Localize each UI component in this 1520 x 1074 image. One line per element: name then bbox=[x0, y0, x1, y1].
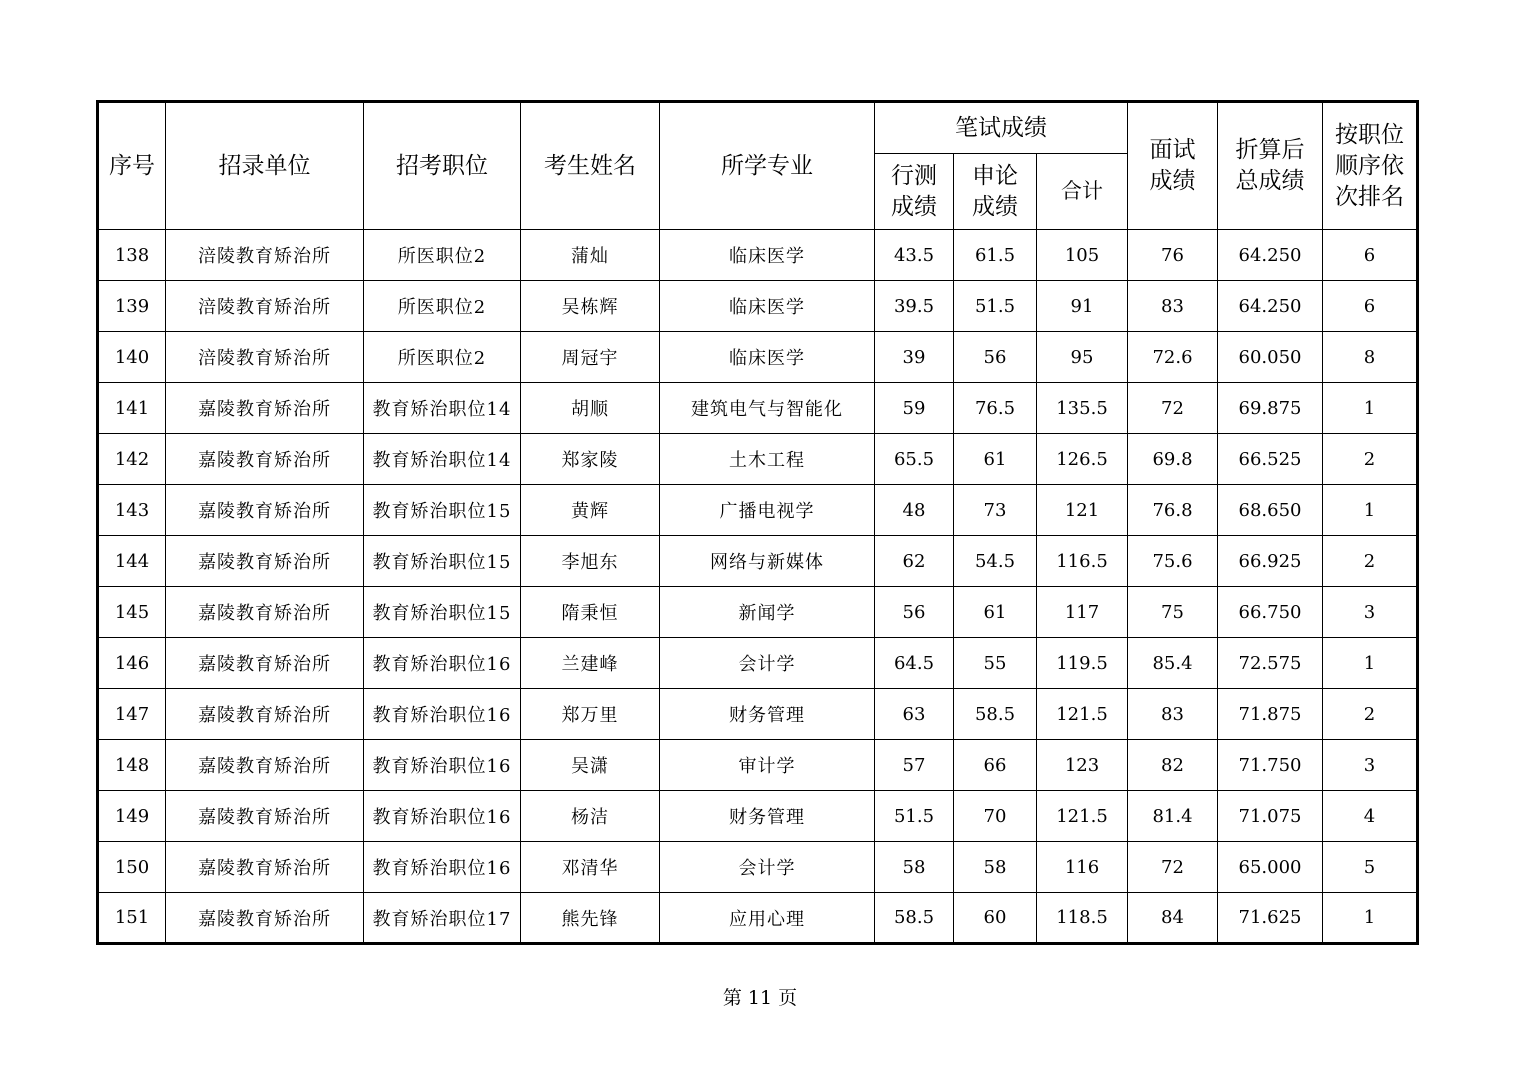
name-cell: 杨洁 bbox=[521, 791, 660, 842]
total-cell: 126.5 bbox=[1037, 434, 1128, 485]
rank-cell: 1 bbox=[1323, 485, 1418, 536]
name-cell: 兰建峰 bbox=[521, 638, 660, 689]
table-row bbox=[98, 638, 1418, 689]
interview-cell: 69.8 bbox=[1128, 434, 1218, 485]
header-position: 招考职位 bbox=[364, 102, 521, 230]
major-cell: 网络与新媒体 bbox=[660, 536, 875, 587]
shenlun-cell: 60 bbox=[954, 893, 1037, 944]
header-xingce-line1: 行测 bbox=[891, 162, 937, 189]
major-cell: 会计学 bbox=[660, 842, 875, 893]
seq-cell: 147 bbox=[98, 689, 166, 740]
table-row bbox=[98, 689, 1418, 740]
xingce-cell: 63 bbox=[875, 689, 954, 740]
shenlun-cell: 54.5 bbox=[954, 536, 1037, 587]
rank-cell: 2 bbox=[1323, 536, 1418, 587]
xingce-cell: 64.5 bbox=[875, 638, 954, 689]
table-row bbox=[98, 434, 1418, 485]
seq-cell: 141 bbox=[98, 383, 166, 434]
table-row bbox=[98, 332, 1418, 383]
final-cell: 72.575 bbox=[1218, 638, 1323, 689]
header-rank bbox=[1323, 102, 1418, 230]
xingce-cell: 48 bbox=[875, 485, 954, 536]
header-final-line1: 折算后 bbox=[1235, 137, 1305, 163]
major-cell: 财务管理 bbox=[660, 689, 875, 740]
header-interview-line1: 面试 bbox=[1149, 137, 1196, 163]
unit-cell: 嘉陵教育矫治所 bbox=[166, 434, 364, 485]
total-cell: 121 bbox=[1037, 485, 1128, 536]
seq-cell: 145 bbox=[98, 587, 166, 638]
name-cell: 郑家陵 bbox=[521, 434, 660, 485]
total-cell: 123 bbox=[1037, 740, 1128, 791]
unit-cell: 涪陵教育矫治所 bbox=[166, 281, 364, 332]
xingce-cell: 62 bbox=[875, 536, 954, 587]
final-cell: 71.075 bbox=[1218, 791, 1323, 842]
major-cell: 临床医学 bbox=[660, 332, 875, 383]
rank-cell: 2 bbox=[1323, 689, 1418, 740]
final-cell: 64.250 bbox=[1218, 281, 1323, 332]
interview-cell: 75 bbox=[1128, 587, 1218, 638]
seq-cell: 150 bbox=[98, 842, 166, 893]
position-cell: 教育矫治职位14 bbox=[364, 434, 521, 485]
header-xingce-line2: 成绩 bbox=[891, 193, 937, 220]
table-row bbox=[98, 383, 1418, 434]
header-written: 笔试成绩 bbox=[875, 102, 1128, 154]
unit-cell: 嘉陵教育矫治所 bbox=[166, 638, 364, 689]
seq-cell: 139 bbox=[98, 281, 166, 332]
xingce-cell: 58 bbox=[875, 842, 954, 893]
unit-cell: 嘉陵教育矫治所 bbox=[166, 587, 364, 638]
header-final-line2: 总成绩 bbox=[1235, 168, 1305, 194]
position-cell: 所医职位2 bbox=[364, 230, 521, 281]
seq-cell: 138 bbox=[98, 230, 166, 281]
name-cell: 周冠宇 bbox=[521, 332, 660, 383]
name-cell: 吴栋辉 bbox=[521, 281, 660, 332]
major-cell: 应用心理 bbox=[660, 893, 875, 944]
interview-cell: 85.4 bbox=[1128, 638, 1218, 689]
xingce-cell: 65.5 bbox=[875, 434, 954, 485]
rank-cell: 2 bbox=[1323, 434, 1418, 485]
major-cell: 广播电视学 bbox=[660, 485, 875, 536]
table-row bbox=[98, 791, 1418, 842]
final-cell: 64.250 bbox=[1218, 230, 1323, 281]
xingce-cell: 51.5 bbox=[875, 791, 954, 842]
total-cell: 105 bbox=[1037, 230, 1128, 281]
interview-cell: 72 bbox=[1128, 842, 1218, 893]
header-major: 所学专业 bbox=[660, 102, 875, 230]
unit-cell: 嘉陵教育矫治所 bbox=[166, 689, 364, 740]
unit-cell: 嘉陵教育矫治所 bbox=[166, 842, 364, 893]
major-cell: 审计学 bbox=[660, 740, 875, 791]
name-cell: 胡顺 bbox=[521, 383, 660, 434]
xingce-cell: 57 bbox=[875, 740, 954, 791]
total-cell: 135.5 bbox=[1037, 383, 1128, 434]
header-shenlun bbox=[954, 154, 1037, 230]
seq-cell: 149 bbox=[98, 791, 166, 842]
final-cell: 65.000 bbox=[1218, 842, 1323, 893]
header-seq: 序号 bbox=[98, 102, 166, 230]
final-cell: 66.750 bbox=[1218, 587, 1323, 638]
name-cell: 吴潇 bbox=[521, 740, 660, 791]
major-cell: 临床医学 bbox=[660, 281, 875, 332]
header-final bbox=[1218, 102, 1323, 230]
rank-cell: 1 bbox=[1323, 383, 1418, 434]
table-row bbox=[98, 230, 1418, 281]
xingce-cell: 39.5 bbox=[875, 281, 954, 332]
interview-cell: 83 bbox=[1128, 689, 1218, 740]
position-cell: 所医职位2 bbox=[364, 281, 521, 332]
shenlun-cell: 55 bbox=[954, 638, 1037, 689]
header-xingce bbox=[875, 154, 954, 230]
rank-cell: 6 bbox=[1323, 230, 1418, 281]
table-row bbox=[98, 485, 1418, 536]
seq-cell: 142 bbox=[98, 434, 166, 485]
shenlun-cell: 61 bbox=[954, 434, 1037, 485]
seq-cell: 148 bbox=[98, 740, 166, 791]
name-cell: 邓清华 bbox=[521, 842, 660, 893]
shenlun-cell: 76.5 bbox=[954, 383, 1037, 434]
name-cell: 李旭东 bbox=[521, 536, 660, 587]
position-cell: 教育矫治职位16 bbox=[364, 638, 521, 689]
position-cell: 教育矫治职位15 bbox=[364, 536, 521, 587]
xingce-cell: 58.5 bbox=[875, 893, 954, 944]
major-cell: 财务管理 bbox=[660, 791, 875, 842]
position-cell: 所医职位2 bbox=[364, 332, 521, 383]
table-row bbox=[98, 842, 1418, 893]
table-row bbox=[98, 536, 1418, 587]
unit-cell: 涪陵教育矫治所 bbox=[166, 332, 364, 383]
rank-cell: 3 bbox=[1323, 587, 1418, 638]
final-cell: 66.525 bbox=[1218, 434, 1323, 485]
position-cell: 教育矫治职位16 bbox=[364, 791, 521, 842]
rank-cell: 1 bbox=[1323, 638, 1418, 689]
header-name: 考生姓名 bbox=[521, 102, 660, 230]
unit-cell: 嘉陵教育矫治所 bbox=[166, 485, 364, 536]
final-cell: 71.750 bbox=[1218, 740, 1323, 791]
total-cell: 119.5 bbox=[1037, 638, 1128, 689]
total-cell: 116.5 bbox=[1037, 536, 1128, 587]
interview-cell: 82 bbox=[1128, 740, 1218, 791]
unit-cell: 嘉陵教育矫治所 bbox=[166, 536, 364, 587]
total-cell: 95 bbox=[1037, 332, 1128, 383]
shenlun-cell: 56 bbox=[954, 332, 1037, 383]
seq-cell: 146 bbox=[98, 638, 166, 689]
position-cell: 教育矫治职位16 bbox=[364, 689, 521, 740]
shenlun-cell: 73 bbox=[954, 485, 1037, 536]
table-body bbox=[98, 230, 1418, 944]
name-cell: 黄辉 bbox=[521, 485, 660, 536]
rank-cell: 1 bbox=[1323, 893, 1418, 944]
position-cell: 教育矫治职位16 bbox=[364, 842, 521, 893]
shenlun-cell: 61 bbox=[954, 587, 1037, 638]
position-cell: 教育矫治职位15 bbox=[364, 587, 521, 638]
rank-cell: 6 bbox=[1323, 281, 1418, 332]
position-cell: 教育矫治职位16 bbox=[364, 740, 521, 791]
seq-cell: 143 bbox=[98, 485, 166, 536]
final-cell: 69.875 bbox=[1218, 383, 1323, 434]
header-total: 合计 bbox=[1037, 154, 1128, 230]
interview-cell: 76 bbox=[1128, 230, 1218, 281]
header-interview-line2: 成绩 bbox=[1149, 168, 1196, 194]
footer-prefix: 第 bbox=[722, 987, 742, 1009]
interview-cell: 72 bbox=[1128, 383, 1218, 434]
header-unit: 招录单位 bbox=[166, 102, 364, 230]
major-cell: 新闻学 bbox=[660, 587, 875, 638]
seq-cell: 151 bbox=[98, 893, 166, 944]
total-cell: 116 bbox=[1037, 842, 1128, 893]
position-cell: 教育矫治职位14 bbox=[364, 383, 521, 434]
unit-cell: 嘉陵教育矫治所 bbox=[166, 893, 364, 944]
header-rank-line3: 次排名 bbox=[1335, 183, 1404, 210]
unit-cell: 嘉陵教育矫治所 bbox=[166, 383, 364, 434]
interview-cell: 84 bbox=[1128, 893, 1218, 944]
major-cell: 会计学 bbox=[660, 638, 875, 689]
header-interview bbox=[1128, 102, 1218, 230]
name-cell: 郑万里 bbox=[521, 689, 660, 740]
major-cell: 土木工程 bbox=[660, 434, 875, 485]
total-cell: 121.5 bbox=[1037, 689, 1128, 740]
name-cell: 熊先锋 bbox=[521, 893, 660, 944]
interview-cell: 72.6 bbox=[1128, 332, 1218, 383]
xingce-cell: 39 bbox=[875, 332, 954, 383]
unit-cell: 嘉陵教育矫治所 bbox=[166, 740, 364, 791]
shenlun-cell: 66 bbox=[954, 740, 1037, 791]
header-rank-line1: 按职位 bbox=[1335, 121, 1404, 148]
table-row bbox=[98, 281, 1418, 332]
unit-cell: 涪陵教育矫治所 bbox=[166, 230, 364, 281]
table-row bbox=[98, 740, 1418, 791]
total-cell: 121.5 bbox=[1037, 791, 1128, 842]
final-cell: 66.925 bbox=[1218, 536, 1323, 587]
shenlun-cell: 58 bbox=[954, 842, 1037, 893]
xingce-cell: 56 bbox=[875, 587, 954, 638]
seq-cell: 144 bbox=[98, 536, 166, 587]
total-cell: 91 bbox=[1037, 281, 1128, 332]
total-cell: 118.5 bbox=[1037, 893, 1128, 944]
shenlun-cell: 51.5 bbox=[954, 281, 1037, 332]
name-cell: 蒲灿 bbox=[521, 230, 660, 281]
header-shenlun-line2: 成绩 bbox=[972, 193, 1018, 220]
header-rank-line2: 顺序依 bbox=[1335, 152, 1404, 179]
rank-cell: 4 bbox=[1323, 791, 1418, 842]
interview-cell: 83 bbox=[1128, 281, 1218, 332]
rank-cell: 5 bbox=[1323, 842, 1418, 893]
interview-cell: 76.8 bbox=[1128, 485, 1218, 536]
name-cell: 隋秉恒 bbox=[521, 587, 660, 638]
table-row bbox=[98, 893, 1418, 944]
final-cell: 60.050 bbox=[1218, 332, 1323, 383]
unit-cell: 嘉陵教育矫治所 bbox=[166, 791, 364, 842]
table-header bbox=[98, 102, 1418, 230]
xingce-cell: 43.5 bbox=[875, 230, 954, 281]
footer-suffix: 页 bbox=[778, 987, 798, 1009]
interview-cell: 75.6 bbox=[1128, 536, 1218, 587]
major-cell: 临床医学 bbox=[660, 230, 875, 281]
major-cell: 建筑电气与智能化 bbox=[660, 383, 875, 434]
page-number: 11 bbox=[747, 987, 773, 1009]
seq-cell: 140 bbox=[98, 332, 166, 383]
header-shenlun-line1: 申论 bbox=[972, 162, 1018, 189]
rank-cell: 8 bbox=[1323, 332, 1418, 383]
score-table bbox=[96, 100, 1419, 945]
total-cell: 117 bbox=[1037, 587, 1128, 638]
position-cell: 教育矫治职位17 bbox=[364, 893, 521, 944]
xingce-cell: 59 bbox=[875, 383, 954, 434]
shenlun-cell: 70 bbox=[954, 791, 1037, 842]
final-cell: 71.875 bbox=[1218, 689, 1323, 740]
interview-cell: 81.4 bbox=[1128, 791, 1218, 842]
final-cell: 71.625 bbox=[1218, 893, 1323, 944]
position-cell: 教育矫治职位15 bbox=[364, 485, 521, 536]
final-cell: 68.650 bbox=[1218, 485, 1323, 536]
shenlun-cell: 58.5 bbox=[954, 689, 1037, 740]
rank-cell: 3 bbox=[1323, 740, 1418, 791]
table-row bbox=[98, 587, 1418, 638]
shenlun-cell: 61.5 bbox=[954, 230, 1037, 281]
page-footer bbox=[0, 983, 1520, 1010]
